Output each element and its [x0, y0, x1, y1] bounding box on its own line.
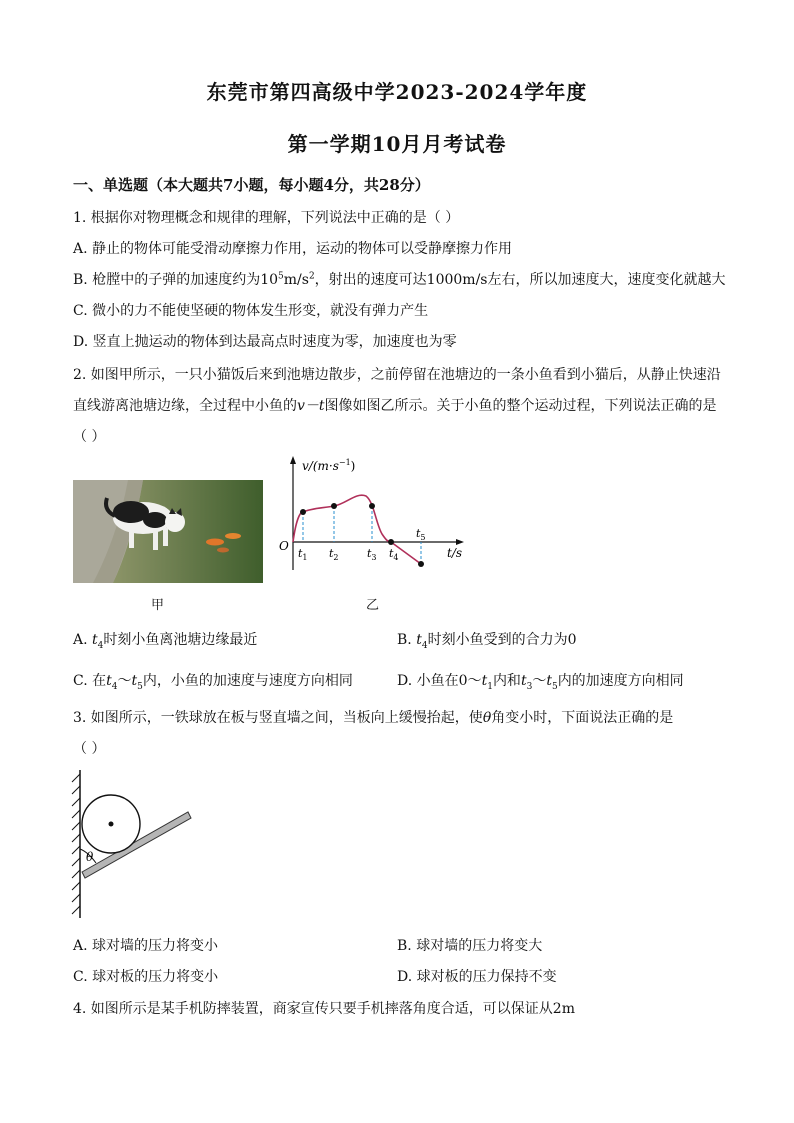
exam-title-line1: 东莞市第四高级中学2023-2024学年度 [206, 80, 588, 104]
wall-hatching [72, 774, 80, 914]
q2-stem-pre: 直线游离池塘边缘，全过程中小鱼的 [73, 398, 297, 414]
q2-option-d-t5: t [546, 673, 552, 689]
vt-point-t3 [369, 503, 375, 509]
q1-option-d: D. 竖直上抛运动的物体到达最高点时速度为零，加速度也为零 [73, 334, 457, 350]
q3-stem [73, 707, 673, 727]
q3-option-c: C. 球对板的压力将变小 [73, 969, 219, 985]
q2-option-d-t3: t [520, 673, 527, 689]
cat-fish-photo [73, 480, 263, 583]
section-heading: 一、单选题（本大题共7小题，每小题4分，共28分） [73, 176, 430, 194]
cat-fish-illustration [73, 480, 263, 583]
q1-option-a: A. 静止的物体可能受滑动摩擦力作用，运动的物体可以受静摩擦力作用 [73, 241, 513, 257]
q2-option-d-t1-sub: 1 [487, 681, 493, 692]
q2-stem-line1: 2. 如图甲所示，一只小猫饭后来到池塘边散步，之前停留在池塘边的一条小鱼看到小猫后，从静止快速沿 [73, 367, 721, 383]
q2-option-a [73, 629, 257, 651]
q2-option-d-post: 内的加速度方向相同 [557, 673, 684, 689]
q2-option-d [397, 670, 684, 692]
vt-label-t4: $t_4$ [389, 547, 399, 562]
q2-stem-line2 [73, 395, 717, 415]
q3-paren: （ ） [73, 741, 106, 757]
vt-label-t2: $t_2$ [329, 547, 339, 562]
caption-yi: 乙 [366, 598, 380, 613]
q2-stem-post: 图像如图乙所示。关于小鱼的整个运动过程，下列说法正确的是 [324, 398, 717, 414]
q3-stem-pre: 3. 如图所示，一铁球放在板与竖直墙之间，当板向上缓慢抬起，使 [73, 710, 483, 726]
vt-xlabel: t/s [447, 546, 463, 560]
vt-point-t2 [331, 503, 337, 509]
q2-option-b-pre: B. [397, 632, 417, 648]
q2-option-c-pre: C. 在 [73, 673, 107, 689]
q2-option-b-sub: 4 [421, 640, 428, 651]
q2-paren: （ ） [73, 429, 106, 445]
ball-board-figure [66, 766, 196, 922]
vt-point-t4 [388, 539, 394, 545]
vt-origin-label: O [279, 539, 289, 553]
q2-option-a-t: t [92, 632, 98, 648]
vt-point-t1 [300, 509, 306, 515]
vt-y-arrow [290, 456, 296, 464]
q2-stem-vt: v－t [297, 398, 325, 414]
q4-stem: 4. 如图所示是某手机防摔装置，商家宣传只要手机摔落角度合适，可以保证从2m [73, 1001, 575, 1017]
q2-option-c-mid: ～ [117, 673, 132, 689]
q2-option-d-t1: t [481, 673, 488, 689]
q1-option-b [73, 269, 725, 289]
q1-option-b-mid: m/s [283, 272, 309, 288]
q2-option-d-mid: 内和 [492, 673, 521, 689]
vt-curve [293, 495, 421, 564]
q3-stem-post: 角变小时，下面说法正确的是 [491, 710, 674, 726]
q2-option-c-t1-sub: 4 [111, 681, 118, 692]
q2-option-d-sep: ～ [532, 673, 547, 689]
q2-option-a-post: 时刻小鱼离池塘边缘最近 [103, 632, 258, 648]
q2-option-b-post: 时刻小鱼受到的合力为0 [427, 632, 577, 648]
exam-title-line2: 第一学期10月月考试卷 [287, 132, 507, 156]
q2-option-d-pre: D. 小鱼在 [397, 673, 459, 689]
q3-option-b: B. 球对墙的压力将变大 [397, 938, 543, 954]
q1-stem: 1. 根据你对物理概念和规律的理解，下列说法中正确的是（ ） [73, 210, 460, 226]
q1-option-c: C. 微小的力不能使坚硬的物体发生形变，就没有弹力产生 [73, 303, 429, 319]
q2-option-c-t1: t [106, 673, 112, 689]
vt-x-arrow [456, 539, 464, 545]
q3-option-a: A. 球对墙的压力将变小 [73, 938, 219, 954]
vt-label-t3: $t_3$ [367, 547, 377, 562]
q1-option-b-sup2: 2 [308, 271, 315, 282]
q2-option-d-t5-sub: 5 [551, 681, 558, 692]
q1-option-b-pre: B. 枪膛中的子弹的加速度约为10 [73, 272, 279, 288]
q2-option-c-post: 内，小鱼的加速度与速度方向相同 [142, 673, 353, 689]
q2-option-d-zero: 0～ [458, 673, 482, 689]
q2-option-b [397, 629, 577, 651]
q2-option-a-sub: 4 [97, 640, 104, 651]
vt-label-t5: $t_5$ [416, 527, 426, 542]
vt-label-t1: $t_1$ [298, 547, 308, 562]
q3-stem-theta: θ [482, 710, 492, 726]
q2-option-c [73, 670, 353, 692]
ball-center [109, 822, 114, 827]
q2-option-c-t2-sub: 5 [137, 681, 143, 692]
q2-option-a-pre: A. [73, 632, 93, 648]
q1-option-b-sup1: 5 [278, 271, 284, 282]
theta-label: θ [86, 850, 94, 864]
vt-point-t5 [418, 561, 424, 567]
q1-option-b-post: ，射出的速度可达1000m/s左右，所以加速度大，速度变化就越大 [314, 272, 726, 288]
vt-graph [270, 450, 470, 575]
vt-ylabel: $v/(m\cdot s^{-1})$ [302, 458, 356, 473]
q2-option-c-t2: t [131, 673, 138, 689]
caption-jia: 甲 [151, 598, 165, 613]
q2-option-b-t: t [416, 632, 422, 648]
q3-option-d: D. 球对板的压力保持不变 [397, 969, 557, 985]
q2-option-d-t3-sub: 3 [526, 681, 533, 692]
